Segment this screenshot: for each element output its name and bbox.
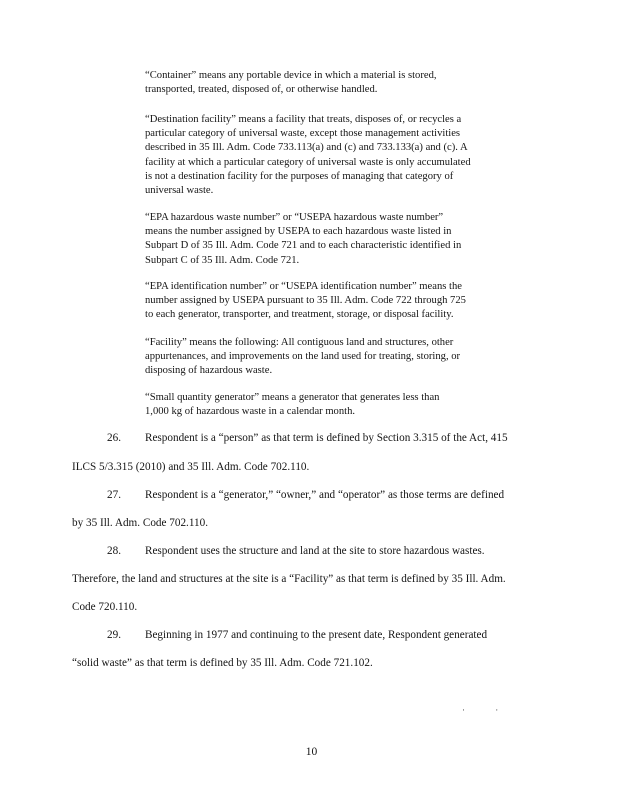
definition-line: facility at which a particular category of universal waste is only accumulated	[145, 156, 471, 168]
paragraph-number: 27.	[107, 489, 121, 501]
definition-line: “EPA hazardous waste number” or “USEPA hazardous waste number”	[145, 212, 444, 223]
paragraph-text: Beginning in 1977 and continuing to the present date, Respondent generated	[145, 629, 488, 641]
definition-line: to each generator, transporter, and treatment, storage, or disposal facility.	[145, 309, 454, 321]
definition-container	[145, 69, 515, 97]
definition-epa-hazardous-waste-number	[145, 211, 515, 268]
paragraph-text: Therefore, the land and structures at the site is a “Facility” as that term is defined by 35 Ill. Adm.	[72, 573, 506, 585]
paragraph-number: 26.	[107, 432, 121, 444]
paragraph-number: 29.	[107, 629, 121, 641]
page-number: 10	[305, 746, 318, 758]
definition-line: described in 35 Ill. Adm. Code 733.113(a) and (c) and 733.133(a) and (c). A	[145, 142, 468, 154]
footer-mark: · ·	[462, 705, 513, 715]
definition-epa-identification-number	[145, 280, 515, 323]
definition-line: Subpart C of 35 Ill. Adm. Code 721.	[145, 254, 300, 266]
definition-small-quantity-generator	[145, 391, 515, 419]
definition-line: “Container” means any portable device in which a material is stored,	[145, 70, 437, 81]
paragraph-text: ILCS 5/3.315 (2010) and 35 Ill. Adm. Code 702.110.	[72, 461, 310, 473]
definition-line: means the number assigned by USEPA to each hazardous waste listed in	[145, 226, 452, 238]
definition-line: “Small quantity generator” means a generator that generates less than	[145, 392, 440, 403]
definition-line: Subpart D of 35 Ill. Adm. Code 721 and to each characteristic identified in	[145, 240, 462, 252]
paragraph-number: 28.	[107, 545, 121, 557]
definition-line: appurtenances, and improvements on the land used for treating, storing, or	[145, 351, 461, 363]
definition-line: universal waste.	[145, 185, 214, 197]
definition-line: number assigned by USEPA pursuant to 35 Ill. Adm. Code 722 through 725	[145, 295, 466, 307]
paragraph-text: by 35 Ill. Adm. Code 702.110.	[72, 517, 209, 529]
definition-line: 1,000 kg of hazardous waste in a calendar month.	[145, 406, 356, 418]
paragraph-text: “solid waste” as that term is defined by 35 Ill. Adm. Code 721.102.	[72, 657, 373, 669]
paragraph-text: Respondent is a “person” as that term is defined by Section 3.315 of the Act, 415	[145, 432, 508, 444]
definition-line: “Facility” means the following: All contiguous land and structures, other	[145, 337, 454, 348]
paragraph-text: Respondent is a “generator,” “owner,” and “operator” as those terms are defined	[145, 489, 505, 501]
definition-line: transported, treated, disposed of, or otherwise handled.	[145, 84, 378, 96]
definition-destination-facility	[145, 113, 515, 198]
definition-line: is not a destination facility for the purposes of managing that category of	[145, 170, 454, 182]
definition-line: “EPA identification number” or “USEPA identification number” means the	[145, 281, 462, 292]
paragraph-text: Respondent uses the structure and land at the site to store hazardous wastes.	[145, 545, 485, 557]
definition-facility	[145, 336, 515, 379]
paragraph-text: Code 720.110.	[72, 601, 138, 613]
definition-line: disposing of hazardous waste.	[145, 365, 273, 377]
definition-line: particular category of universal waste, except those management activities	[145, 128, 461, 140]
definition-line: “Destination facility” means a facility that treats, disposes of, or recycles a	[145, 114, 462, 125]
